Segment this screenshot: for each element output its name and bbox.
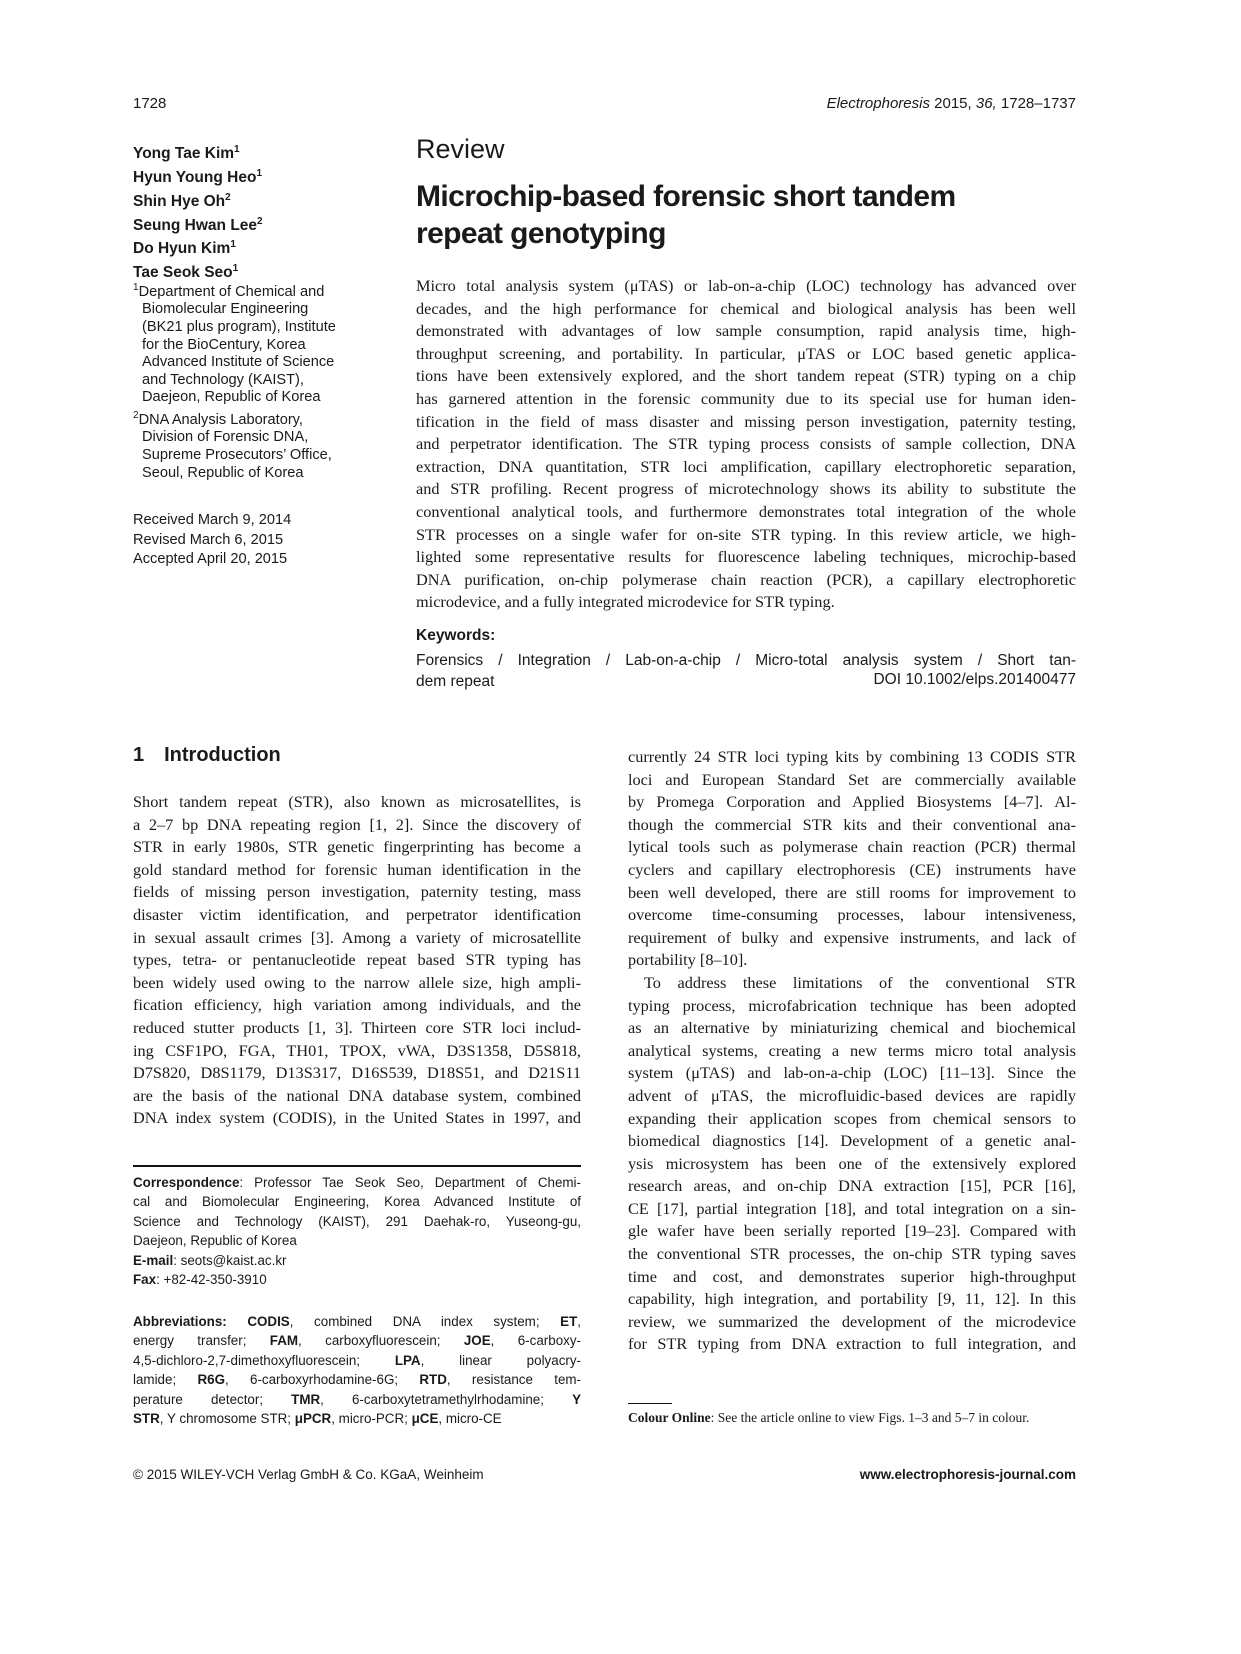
author-name: Seung Hwan Lee	[133, 216, 258, 234]
colour-online-note	[628, 1410, 1029, 1426]
text-line: throughput screening, and portability. In particular, μTAS or LOC based genetic applica-	[416, 343, 1076, 363]
page-number: 1728	[133, 95, 167, 112]
text-line: lytical tools such as polymerase chain reaction (PCR) thermal	[628, 837, 1076, 857]
text-line: capability, high integration, and portability [9, 11, 12]. In this	[628, 1289, 1076, 1309]
author	[133, 164, 263, 188]
text-line: ing CSF1PO, FGA, TH01, TPOX, vWA, D3S1358, D5S818,	[133, 1040, 581, 1060]
affiliation-line	[133, 389, 373, 407]
body-column-left	[133, 791, 581, 1130]
text-line: are the basis of the national DNA database system, combined	[133, 1085, 581, 1105]
journal-volume: 36,	[975, 95, 997, 112]
text-line: a 2–7 bp DNA repeating region [1, 2]. Since the discovery of	[133, 814, 581, 834]
term-label: μPCR	[294, 1411, 332, 1427]
text-line: though the commercial STR kits and their conventional ana-	[628, 814, 1076, 834]
text-line: ysis microsystem has been one of the extensively explored	[628, 1153, 1076, 1173]
text-line	[133, 1351, 581, 1370]
affiliation-line	[133, 429, 373, 447]
text-line: gold standard method for forensic human identification in the	[133, 859, 581, 879]
doi[interactable]: DOI 10.1002/elps.201400477	[873, 671, 1076, 688]
text-segment: cal and Biomolecular Engineering, Korea Advanced Institute of	[133, 1194, 581, 1210]
text-line: in sexual assault crimes [3]. Among a variety of microsatellite	[133, 927, 581, 947]
text-line: by Promega Corporation and Applied Biosystems [4–7]. Al-	[628, 792, 1076, 812]
text-line: gle wafer have been serially reported [19–23]. Compared with	[628, 1221, 1076, 1241]
affiliation-line	[133, 447, 373, 465]
affiliation-line	[133, 279, 373, 301]
text-line: for STR typing from DNA extraction to full integration, and	[628, 1334, 1076, 1354]
text-line	[133, 1173, 581, 1192]
affiliation-line	[133, 372, 373, 390]
text-line: To address these limitations of the conventional STR	[644, 972, 1076, 992]
term-label: E-mail	[133, 1252, 174, 1268]
term-label: Abbreviations: CODIS	[133, 1314, 290, 1329]
text-line: as an alternative by miniaturizing chemical and biochemical	[628, 1018, 1076, 1038]
text-segment: : seots@kaist.ac.kr	[173, 1252, 287, 1268]
affiliation-number: 1	[133, 282, 139, 293]
text-segment: , carboxyfluorescein;	[298, 1333, 464, 1349]
author-name: Tae Seok Seo	[133, 264, 233, 282]
affiliation-text: for the BioCentury, Korea	[142, 336, 306, 353]
text-line: currently 24 STR loci typing kits by combining 13 CODIS STR	[628, 747, 1076, 766]
text-segment: Daejeon, Republic of Korea	[133, 1233, 297, 1249]
author	[133, 140, 263, 164]
colour-online-label: Colour Online	[628, 1410, 711, 1425]
term-label: μCE	[411, 1411, 439, 1427]
text-segment: , 6-carboxytetramethylrhodamine;	[320, 1391, 573, 1407]
text-segment: perature detector;	[133, 1391, 292, 1407]
term-label: Y	[572, 1391, 581, 1407]
text-line: CE [17], partial integration [18], and total integration on a sin-	[628, 1198, 1076, 1218]
author-name: Yong Tae Kim	[133, 145, 235, 163]
text-line: disaster victim identification, and perpetrator identification	[133, 904, 581, 924]
affiliation-line	[133, 465, 373, 483]
footnote-divider	[628, 1403, 672, 1404]
author-affiliation-mark: 2	[225, 191, 231, 203]
journal-citation	[827, 95, 1076, 112]
text-line	[133, 1312, 581, 1331]
journal-pages: 1728–1737	[1000, 95, 1076, 112]
text-line	[133, 1231, 581, 1250]
term-label: JOE	[463, 1333, 491, 1349]
text-segment: 4,5-dichloro-2,7-dimethoxyfluorescein;	[133, 1352, 395, 1368]
text-segment: , resistance tem-	[446, 1372, 581, 1388]
text-segment: , 6-carboxy-	[490, 1333, 581, 1349]
text-line: STR in early 1980s, STR genetic fingerprinting has become a	[133, 837, 581, 857]
affiliation-line	[133, 337, 373, 355]
text-line: fields of missing person investigation, paternity testing, mass	[133, 882, 581, 902]
term-label: Correspondence	[133, 1175, 240, 1190]
affiliation-text: (BK21 plus program), Institute	[142, 319, 336, 336]
text-line: expanding their application scopes from chemical sensors to	[628, 1108, 1076, 1128]
keywords-line: dem repeat	[416, 673, 495, 690]
author-name: Shin Hye Oh	[133, 192, 226, 210]
author	[133, 188, 263, 212]
colour-online-text: : See the article online to view Figs. 1–3 and 5–7 in colour.	[710, 1410, 1030, 1425]
author-name: Do Hyun Kim	[133, 240, 231, 258]
author-affiliation-mark: 1	[234, 144, 240, 155]
text-line: analytical systems, creating a new terms micro total analysis	[628, 1040, 1076, 1060]
text-line	[133, 1212, 581, 1231]
text-line: DNA index system (CODIS), in the United States in 1997, and	[133, 1108, 581, 1128]
article-title	[416, 178, 956, 252]
author-affiliation-mark: 1	[256, 167, 262, 179]
article-dates	[133, 511, 291, 570]
text-line: STR processes on a single wafer for on-site STR typing. In this review article, we high-	[416, 524, 1076, 544]
text-line: tions have been extensively explored, and the short tandem repeat (STR) typing on a chip	[416, 366, 1076, 386]
keywords-heading: Keywords:	[416, 627, 496, 644]
author-affiliation-mark: 1	[232, 263, 239, 275]
title-line: repeat genotyping	[416, 217, 666, 250]
text-line: loci and European Standard Set are commercially available	[628, 769, 1076, 789]
footnote-divider	[133, 1165, 581, 1167]
text-line: system (μTAS) and lab-on-a-chip (LOC) [11–13]. Since the	[628, 1063, 1076, 1083]
author-name: Hyun Young Heo	[133, 169, 257, 187]
correspondence-note	[133, 1173, 581, 1289]
text-segment: lamide;	[133, 1372, 198, 1388]
abbreviations-note	[133, 1312, 581, 1428]
text-line	[133, 1251, 581, 1270]
term-label: FAM	[269, 1333, 299, 1349]
title-line: Microchip-based forensic short tandem	[416, 180, 956, 213]
affiliation-text: Division of Forensic DNA,	[142, 429, 309, 446]
affiliation-text: Biomolecular Engineering	[142, 301, 309, 318]
text-line: demonstrated with advantages of low sample consumption, rapid analysis time, high-	[416, 321, 1076, 341]
body-column-right	[628, 746, 1076, 1356]
affiliation-text: DNA Analysis Laboratory,	[138, 411, 303, 428]
text-segment: , linear polyacry-	[420, 1352, 581, 1368]
text-line: research areas, and on-chip DNA extraction [15], PCR [16],	[628, 1176, 1076, 1196]
author	[133, 212, 263, 236]
affiliation-line	[133, 354, 373, 372]
text-line: typing process, microfabrication technique has been adopted	[628, 995, 1076, 1015]
text-line: fication efficiency, high variation among individuals, and the	[133, 995, 581, 1015]
affiliation-text: and Technology (KAIST),	[142, 371, 304, 388]
text-line: has garnered attention in the forensic community due to its special use for human iden-	[416, 388, 1076, 408]
author	[133, 235, 263, 259]
affiliation-text: Advanced Institute of Science	[142, 354, 335, 371]
text-line: DNA purification, on-chip polymerase chain reaction (PCR), a capillary electrophoretic	[416, 569, 1076, 589]
affiliation-text: Daejeon, Republic of Korea	[142, 389, 321, 406]
text-line: review, we summarized the development of the microdevice	[628, 1311, 1076, 1331]
term-label: LPA	[394, 1352, 421, 1368]
text-line: the conventional STR processes, the on-chip STR typing saves	[628, 1244, 1076, 1264]
abstract	[416, 275, 1076, 614]
text-line: extraction, DNA quantitation, STR loci amplification, capillary electrophoretic separation,	[416, 456, 1076, 476]
affiliation-line	[133, 301, 373, 319]
date-line: Accepted April 20, 2015	[133, 551, 288, 567]
text-segment: , Y chromosome STR;	[159, 1411, 295, 1427]
journal-name: Electrophoresis	[826, 95, 930, 112]
text-segment: Science and Technology (KAIST), 291 Daehak-ro, Yuseong-gu,	[133, 1213, 581, 1229]
section-number: 1	[133, 744, 145, 766]
text-segment: , micro-CE	[438, 1411, 502, 1427]
text-line	[133, 1370, 581, 1389]
term-label: ET	[560, 1314, 578, 1329]
text-line: been widely used owing to the narrow allele size, high ampli-	[133, 972, 581, 992]
section-heading	[133, 744, 281, 767]
section-title: Introduction	[164, 744, 281, 766]
keywords-line: Forensics / Integration / Lab-on-a-chip / Micro-total analysis system / Short tan-	[416, 652, 1076, 669]
term-label: RTD	[419, 1372, 447, 1388]
text-line: lighted some representative results for fluorescence labeling techniques, microchip-based	[416, 547, 1076, 567]
text-line: cyclers and capillary electrophoresis (CE) instruments have	[628, 859, 1076, 879]
date-line: Received March 9, 2014	[133, 512, 292, 528]
text-line: portability [8–10].	[628, 950, 748, 970]
text-segment: energy transfer;	[133, 1333, 270, 1349]
text-line: and perpetrator identification. The STR typing process consists of sample collection, DNA	[416, 434, 1076, 454]
text-line	[133, 1331, 581, 1350]
text-segment: : +82-42-350-3910	[156, 1272, 267, 1288]
affiliation-line	[133, 407, 373, 429]
term-label: R6G	[197, 1372, 225, 1388]
text-line	[133, 1409, 581, 1428]
affiliation-text: Supreme Prosecutors’ Office,	[142, 447, 332, 464]
date-line: Revised March 6, 2015	[133, 531, 284, 548]
copyright: © 2015 WILEY-VCH Verlag GmbH & Co. KGaA, Weinheim	[133, 1467, 484, 1482]
text-line: D7S820, D8S1179, D13S317, D16S539, D18S51, and D21S11	[133, 1063, 581, 1083]
affiliation-text: Seoul, Republic of Korea	[142, 464, 304, 481]
term-label: Fax	[133, 1272, 157, 1288]
journal-year: 2015,	[934, 95, 972, 112]
text-line: decades, and the high performance for chemical and biological analysis has been well	[416, 298, 1076, 318]
term-label: STR	[133, 1411, 160, 1427]
author-affiliation-mark: 2	[257, 215, 263, 227]
text-segment: ,	[577, 1314, 581, 1329]
text-line: time and cost, and demonstrates superior high-throughput	[628, 1266, 1076, 1286]
text-line: overcome time-consuming processes, labour intensiveness,	[628, 905, 1076, 925]
text-segment: , micro-PCR;	[331, 1411, 412, 1427]
text-line: reduced stutter products [1, 3]. Thirteen core STR loci includ-	[133, 1017, 581, 1037]
text-line: been well developed, there are still rooms for improvement to	[628, 882, 1076, 902]
text-line	[133, 1390, 581, 1409]
text-line	[133, 1192, 581, 1211]
journal-website-link[interactable]: www.electrophoresis-journal.com	[859, 1467, 1076, 1482]
text-line: biomedical diagnostics [14]. Development of a genetic anal-	[628, 1131, 1076, 1151]
text-line: advent of μTAS, the microfluidic-based devices are rapidly	[628, 1085, 1076, 1105]
text-segment: : Professor Tae Seok Seo, Department of Chemi-	[239, 1175, 581, 1190]
text-segment: , combined DNA index system;	[289, 1314, 561, 1329]
text-line: Micro total analysis system (μTAS) or lab-on-a-chip (LOC) technology has advanced over	[416, 276, 1076, 295]
term-label: TMR	[291, 1391, 321, 1407]
affiliation-line	[133, 319, 373, 337]
text-line	[133, 1270, 581, 1289]
text-line: and STR profiling. Recent progress of microtechnology shows its ability to substitute the	[416, 479, 1076, 499]
text-line: conventional analytical tools, and furthermore demonstrates total integration of the whole	[416, 501, 1076, 521]
affiliations	[133, 279, 373, 482]
text-segment: , 6-carboxyrhodamine-6G;	[225, 1372, 420, 1388]
author-affiliation-mark: 1	[230, 239, 236, 251]
text-line: Short tandem repeat (STR), also known as microsatellites, is	[133, 792, 581, 811]
author-list	[133, 140, 263, 283]
article-type: Review	[416, 134, 505, 164]
text-line: tification in the field of mass disaster and missing person investigation, paternity testing,	[416, 411, 1076, 431]
text-line: microdevice, and a fully integrated microdevice for STR typing.	[416, 592, 835, 612]
text-line: requirement of bulky and expensive instruments, and lack of	[628, 927, 1076, 947]
affiliation-number: 2	[133, 410, 139, 422]
text-line: types, tetra- or pentanucleotide repeat based STR typing has	[133, 950, 581, 970]
affiliation-text: Department of Chemical and	[138, 283, 325, 300]
